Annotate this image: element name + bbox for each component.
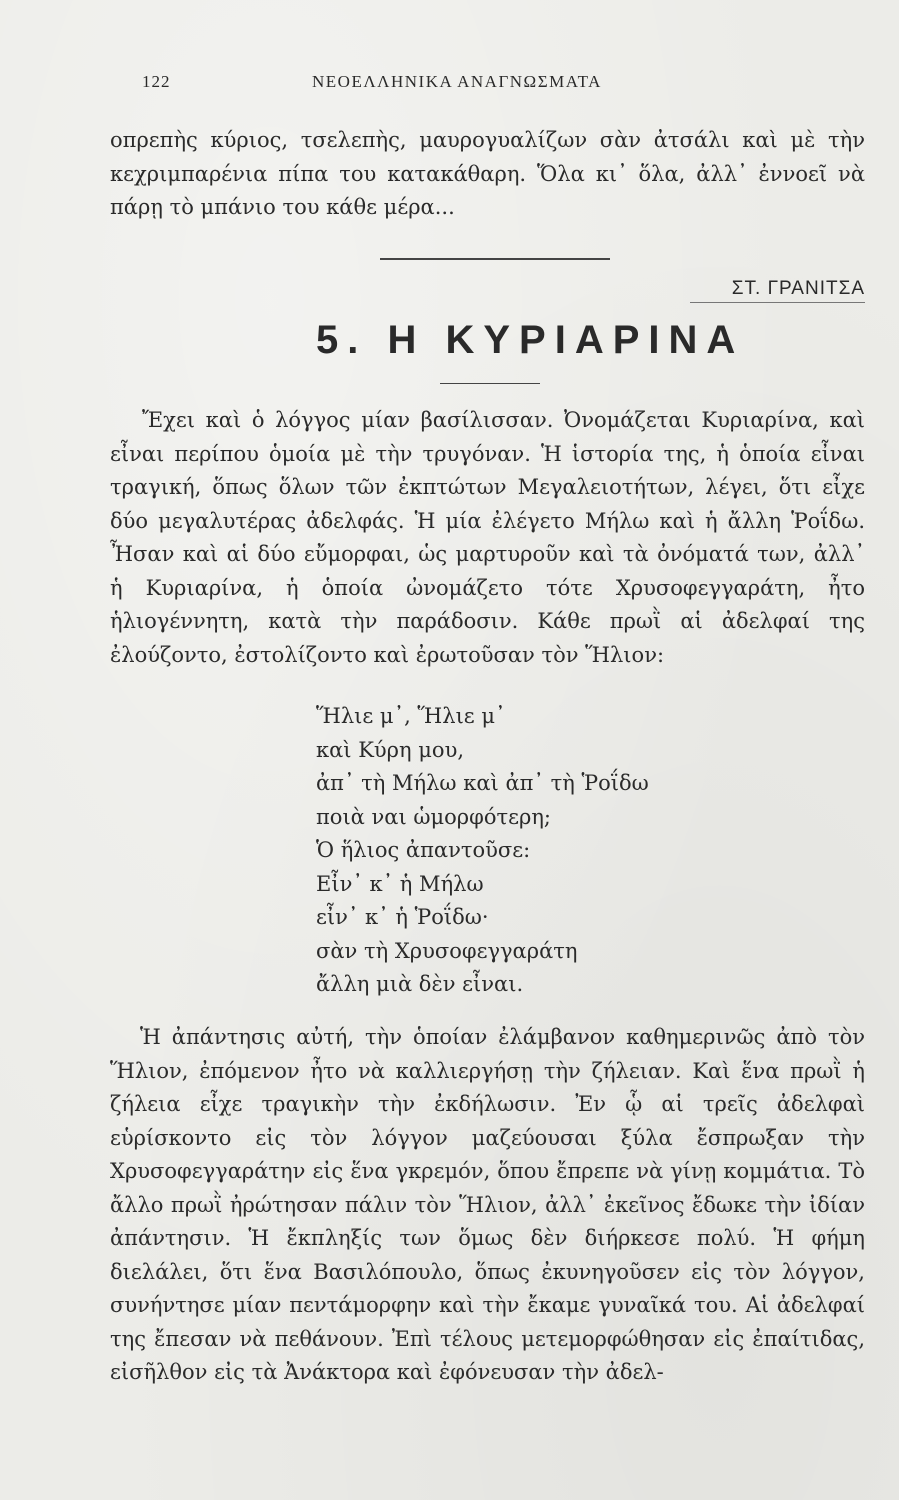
- poem-line: ἀπ᾽ τὴ Μήλω καὶ ἀπ᾽ τὴ Ῥοΐδω: [316, 771, 649, 795]
- poem-line: Ὁ ἥλιος ἀπαντοῦσε:: [316, 838, 531, 862]
- running-title: ΝΕΟΕΛΛΗΝΙΚΑ ΑΝΑΓΝΩΣΜΑΤΑ: [312, 72, 602, 91]
- continuation-paragraph: οπρεπὴς κύριος, τσελεπὴς, μαυρογυαλίζων σὰν ἀτσάλι καὶ μὲ τὴν κεχριμπαρένια πίπα του κατακάθαρη. Ὅλα κι᾽ ὅλα, ἀλλ᾽ ἐννοεῖ νὰ πάρῃ τὸ μπάνιο του κάθε μέρα...: [110, 128, 865, 219]
- poem-line: ἄλλη μιὰ δὲν εἶναι.: [316, 972, 524, 996]
- intro-paragraph: Ἔχει καὶ ὁ λόγγος μίαν βασίλισσαν. Ὀνομάζεται Κυριαρίνα, καὶ εἶναι περίπου ὁμοία μὲ τὴν τρυγόναν. Ἡ ἱστορία της, ἡ ὁποία εἶναι τραγική, ὅπως ὅλων τῶν ἐκπτώτων Μεγαλειοτήτων, λέγει, ὅτι εἶχε δύο μεγαλυτέρας ἀδελφάς. Ἡ μία ἐλέγετο Μήλω καὶ ἡ ἄλλη Ῥοΐδω. Ἦσαν καὶ αἱ δύο εὔμορφαι, ὡς μαρτυροῦν καὶ τὰ ὀνόματά των, ἀλλ᾽ ἡ Κυριαρίνα, ἡ ὁποία ὠνομάζετο τότε Χρυσοφεγγαράτη, ἦτο ἡλιογέννητη, κατὰ τὴν παράδοσιν. Κάθε πρωῒ αἱ ἀδελφαί της ἐλούζοντο, ἐστολίζοντο καὶ ἐρωτοῦσαν τὸν Ἥλιον:: [110, 408, 865, 667]
- poem-line: Ἥλιε μ᾽, Ἥλιε μ᾽: [316, 704, 506, 728]
- poem-line: εἶν᾽ κ᾽ ἡ Ῥοΐδω·: [316, 905, 489, 929]
- poem-line: σὰν τὴ Χρυσοφεγγαράτη: [316, 938, 578, 963]
- page-header: [142, 72, 782, 102]
- poem-line: Εἶν᾽ κ᾽ ἡ Μήλω: [316, 871, 484, 896]
- author-name: ΣΤ. ΓΡΑΝΙΤΣΑ: [690, 278, 865, 303]
- title-underline: [440, 383, 540, 384]
- page-number: 122: [142, 72, 171, 91]
- poem: [316, 700, 816, 1002]
- poem-line: ποιὰ ναι ὡμορφότερη;: [316, 804, 551, 829]
- poem-line: καὶ Κύρη μου,: [316, 737, 465, 762]
- closing-paragraph: Ἡ ἀπάντησις αὐτή, τὴν ὁποίαν ἐλάμβανον καθημερινῶς ἀπὸ τὸν Ἥλιον, ἐπόμενον ἦτο νὰ καλλιεργήσῃ τὴν ζήλειαν. Καὶ ἕνα πρωῒ ἡ ζήλεια εἶχε τραγικὴν τὴν ἐκδήλωσιν. Ἐν ᾧ αἱ τρεῖς ἀδελφαὶ εὑρίσκοντο εἰς τὸν λόγγον μαζεύουσαι ξύλα ἔσπρωξαν τὴν Χρυσοφεγγαράτην εἰς ἕνα γκρεμόν, ὅπου ἔπρεπε νὰ γίνῃ κομμάτια. Τὸ ἄλλο πρωῒ ἠρώτησαν πάλιν τὸν Ἥλιον, ἀλλ᾽ ἐκεῖνος ἔδωκε τὴν ἰδίαν ἀπάντησιν. Ἡ ἔκπληξίς των ὅμως δὲν διήρκεσε πολύ. Ἡ φήμη διελάλει, ὅτι ἕνα Βασιλόπουλο, ὅπως ἐκυνηγοῦσεν εἰς τὸν λόγγον, συνήντησε μίαν πεντάμορφην καὶ τὴν ἔκαμε γυναῖκά του. Αἱ ἀδελφαί της ἔπεσαν νὰ πεθάνουν. Ἐπὶ τέλους μετεμορφώθησαν εἰς ἐπαίτιδας, εἰσῆλθον εἰς τὰ Ἀνάκτορα καὶ ἐφόνευσαν τὴν ἀδελ-: [110, 1025, 865, 1384]
- story-title: 5. Η ΚΥΡΙΑΡΙΝΑ: [316, 318, 745, 362]
- section-divider: [380, 258, 610, 260]
